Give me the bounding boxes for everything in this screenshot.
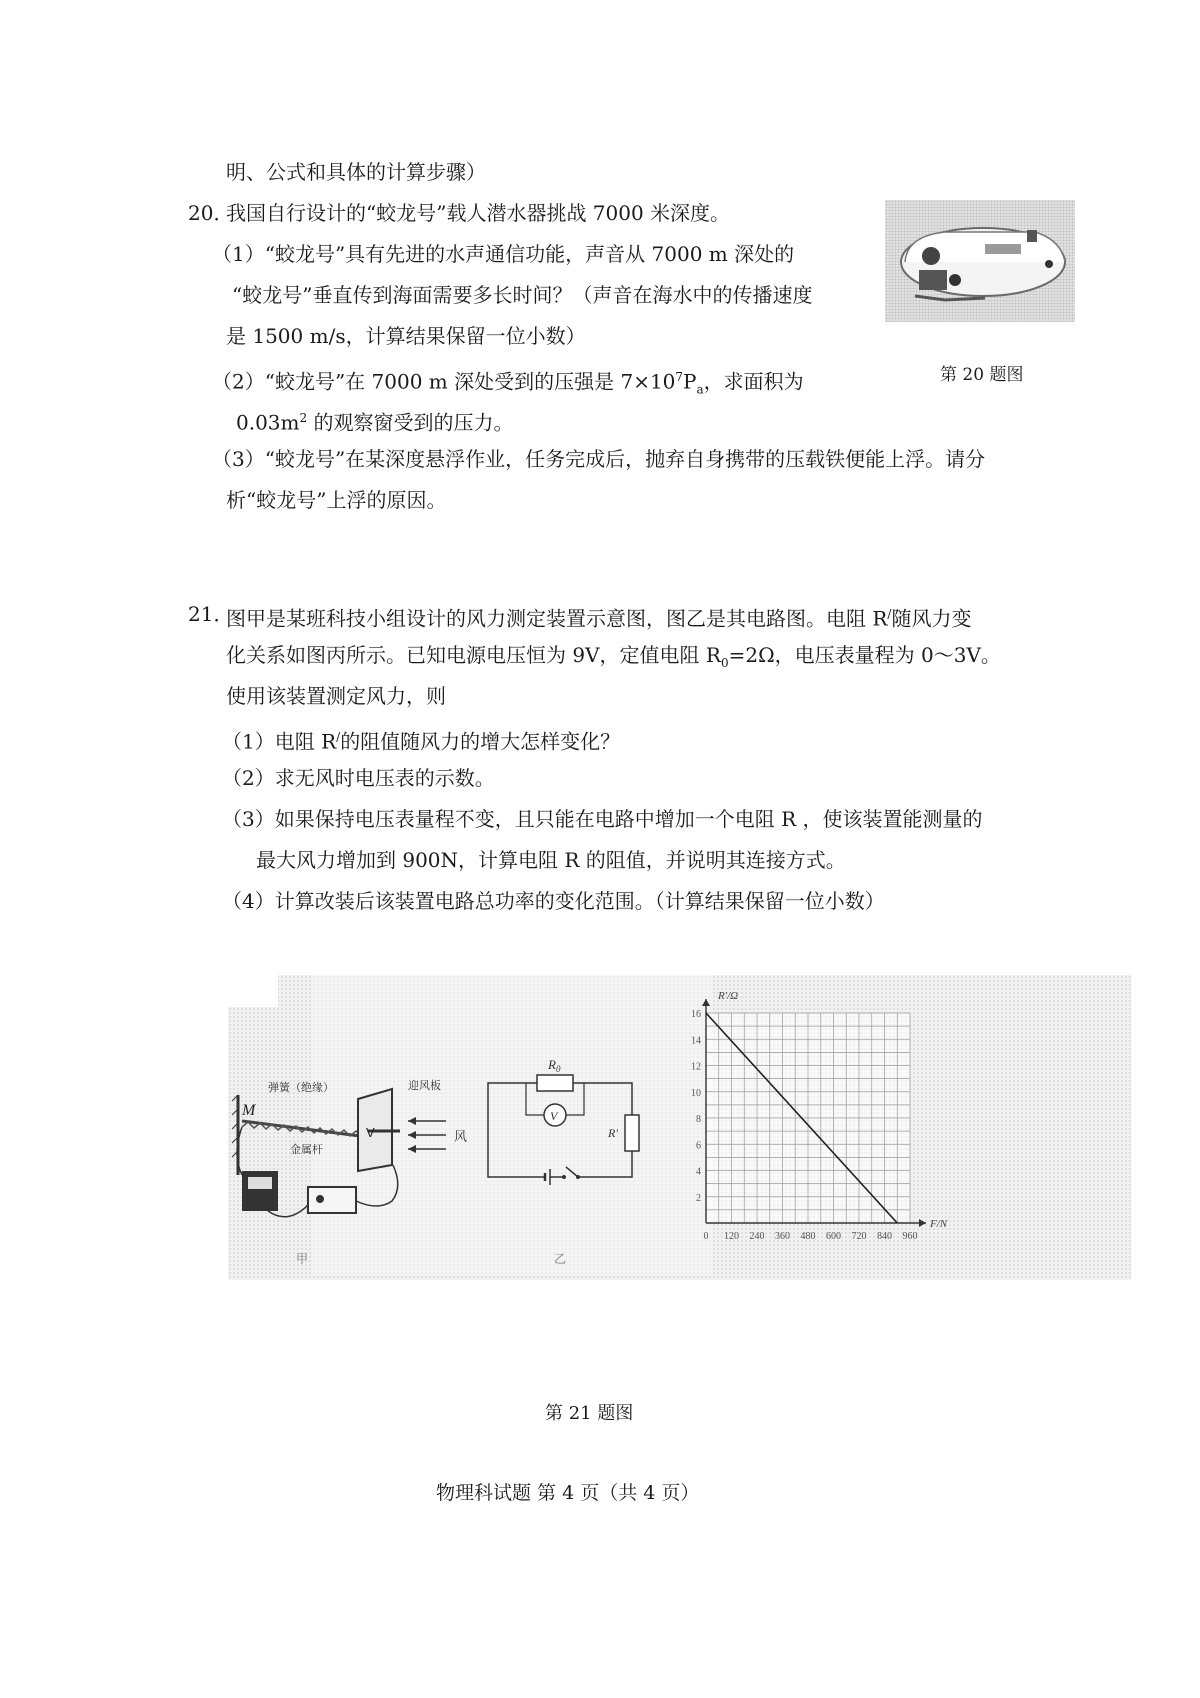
chart-x-tick-label: 120 bbox=[724, 1231, 739, 1242]
q21-line2-text-a: 化关系如图丙所示。已知电源电压恒为 9V，定值电阻 R bbox=[226, 643, 721, 667]
chart-y-tick-label: 4 bbox=[696, 1166, 701, 1178]
caption-jia: 甲 bbox=[296, 1252, 309, 1266]
resistor-r0 bbox=[537, 1075, 573, 1091]
label-spring: 弹簧（绝缘） bbox=[268, 1081, 334, 1094]
chart-x-axis-label: F/N bbox=[930, 1218, 948, 1230]
q21-sub1 bbox=[222, 723, 620, 756]
q20-part3-line1: （3）“蛟龙号”在某深度悬浮作业，任务完成后，抛弃自身携带的压载铁便能上浮。请分 bbox=[212, 447, 986, 471]
caption-yi: 乙 bbox=[554, 1252, 567, 1266]
q21-line1-prime: / bbox=[887, 607, 892, 621]
q20-part2-text-c: ，求面积为 bbox=[703, 369, 804, 394]
label-r0: R bbox=[548, 1057, 556, 1072]
label-rod: 金属杆 bbox=[290, 1143, 323, 1156]
submersible-drawing bbox=[885, 200, 1075, 322]
q20-part2-area-exponent: 2 bbox=[299, 411, 308, 425]
chart-x-tick-label: 840 bbox=[877, 1231, 892, 1242]
question-20-number: 20． bbox=[188, 201, 234, 225]
label-v-board: V bbox=[366, 1125, 375, 1140]
submersible-photo bbox=[885, 200, 1075, 322]
chart-x-axis-arrow bbox=[919, 1219, 926, 1227]
resistor-r-prime bbox=[625, 1115, 639, 1151]
chart-x-tick-label: 720 bbox=[851, 1231, 867, 1242]
label-r-prime: R' bbox=[608, 1126, 618, 1140]
chart-y-axis-label: R'/Ω bbox=[718, 990, 739, 1002]
chart-y-tick-label: 8 bbox=[696, 1114, 701, 1125]
q21-line2 bbox=[226, 641, 1001, 677]
chart-x-tick-label: 360 bbox=[775, 1231, 790, 1242]
q21-sub1-prime: / bbox=[336, 730, 341, 744]
q20-part2-exponent: 7 bbox=[675, 370, 684, 384]
q20-part3-line2: 析“蛟龙号”上浮的原因。 bbox=[226, 488, 447, 512]
q21-sub3-line2: 最大风力增加到 900N，计算电阻 R 的阻值，并说明其连接方式。 bbox=[256, 848, 846, 872]
q21-line3: 使用该装置测定风力，则 bbox=[226, 684, 446, 708]
chart-y-tick-label: 16 bbox=[691, 1009, 701, 1020]
q20-part2-line2 bbox=[236, 404, 514, 437]
q20-part2-unit: P bbox=[683, 369, 697, 394]
chart-x-tick-label: 0 bbox=[703, 1231, 709, 1242]
chart-x-tick-label: 480 bbox=[800, 1231, 816, 1242]
q20-part2-unit-sub: a bbox=[696, 382, 704, 397]
intro-line: 明、公式和具体的计算步骤） bbox=[226, 160, 486, 184]
label-v-circuit: V bbox=[550, 1109, 558, 1123]
chart-y-tick-label: 10 bbox=[691, 1087, 701, 1099]
chart-x-tick-label: 600 bbox=[826, 1231, 841, 1242]
q21-line1-text-b: 随风力变 bbox=[891, 606, 972, 631]
chart-y-tick-label: 6 bbox=[696, 1140, 701, 1152]
figure-20-caption: 第 20 题图 bbox=[940, 365, 1024, 385]
q21-line2-text-b: =2Ω，电压表量程为 0～3V。 bbox=[728, 643, 1001, 667]
q21-line2-sub: 0 bbox=[720, 656, 729, 670]
page-footer: 物理科试题 第 4 页（共 4 页） bbox=[436, 1482, 700, 1504]
q20-part1-line2: “蛟龙号”垂直传到海面需要多长时间？（声音在海水中的传播速度 bbox=[232, 283, 813, 307]
chart-y-tick-label: 14 bbox=[691, 1035, 701, 1047]
q20-part1-line3: 是 1500 m/s，计算结果保留一位小数） bbox=[226, 324, 586, 348]
label-m: M bbox=[242, 1102, 256, 1119]
q20-part2-area-text: 的观察窗受到的压力。 bbox=[307, 410, 514, 435]
figure-21-svg bbox=[228, 975, 1131, 1280]
figure-bing-chart bbox=[691, 990, 948, 1242]
chart-x-tick-label: 960 bbox=[902, 1231, 918, 1242]
chart-y-tick-label: 12 bbox=[691, 1061, 701, 1073]
q20-part2-text-a: （2）“蛟龙号”在 7000 m 深处受到的压强是 7×10 bbox=[212, 369, 676, 394]
q20-part2-line1 bbox=[212, 363, 804, 404]
figure-21-caption: 第 21 题图 bbox=[545, 1403, 634, 1424]
q21-sub1-text-b: 的阻值随风力的增大怎样变化？ bbox=[340, 729, 621, 754]
chart-x-tick-label: 240 bbox=[749, 1231, 765, 1242]
label-wind: 风 bbox=[454, 1129, 468, 1144]
q20-part1-line1: （1）“蛟龙号”具有先进的水声通信功能，声音从 7000 m 深处的 bbox=[212, 242, 795, 266]
q21-sub1-text-a: （1）电阻 R bbox=[222, 729, 337, 754]
label-r0-sub: 0 bbox=[555, 1064, 561, 1074]
q21-sub2: （2）求无风时电压表的示数。 bbox=[222, 766, 495, 790]
question-20-stem: 我国自行设计的“蛟龙号”载人潜水器挑战 7000 米深度。 bbox=[226, 201, 731, 225]
q21-line1-text-a: 图甲是某班科技小组设计的风力测定装置示意图，图乙是其电路图。电阻 R bbox=[226, 606, 888, 631]
figure-21-panel bbox=[228, 975, 1131, 1280]
q21-line1 bbox=[226, 600, 971, 633]
q21-sub3-line1: （3）如果保持电压表量程不变，且只能在电路中增加一个电阻 R ，使该装置能测量的 bbox=[222, 807, 983, 831]
q20-part2-area: 0.03m bbox=[236, 410, 300, 435]
label-board: 迎风板 bbox=[408, 1079, 441, 1092]
q21-sub4: （4）计算改装后该装置电路总功率的变化范围。（计算结果保留一位小数） bbox=[222, 889, 885, 913]
chart-y-tick-label: 2 bbox=[696, 1192, 701, 1204]
question-21-number: 21． bbox=[188, 602, 234, 626]
